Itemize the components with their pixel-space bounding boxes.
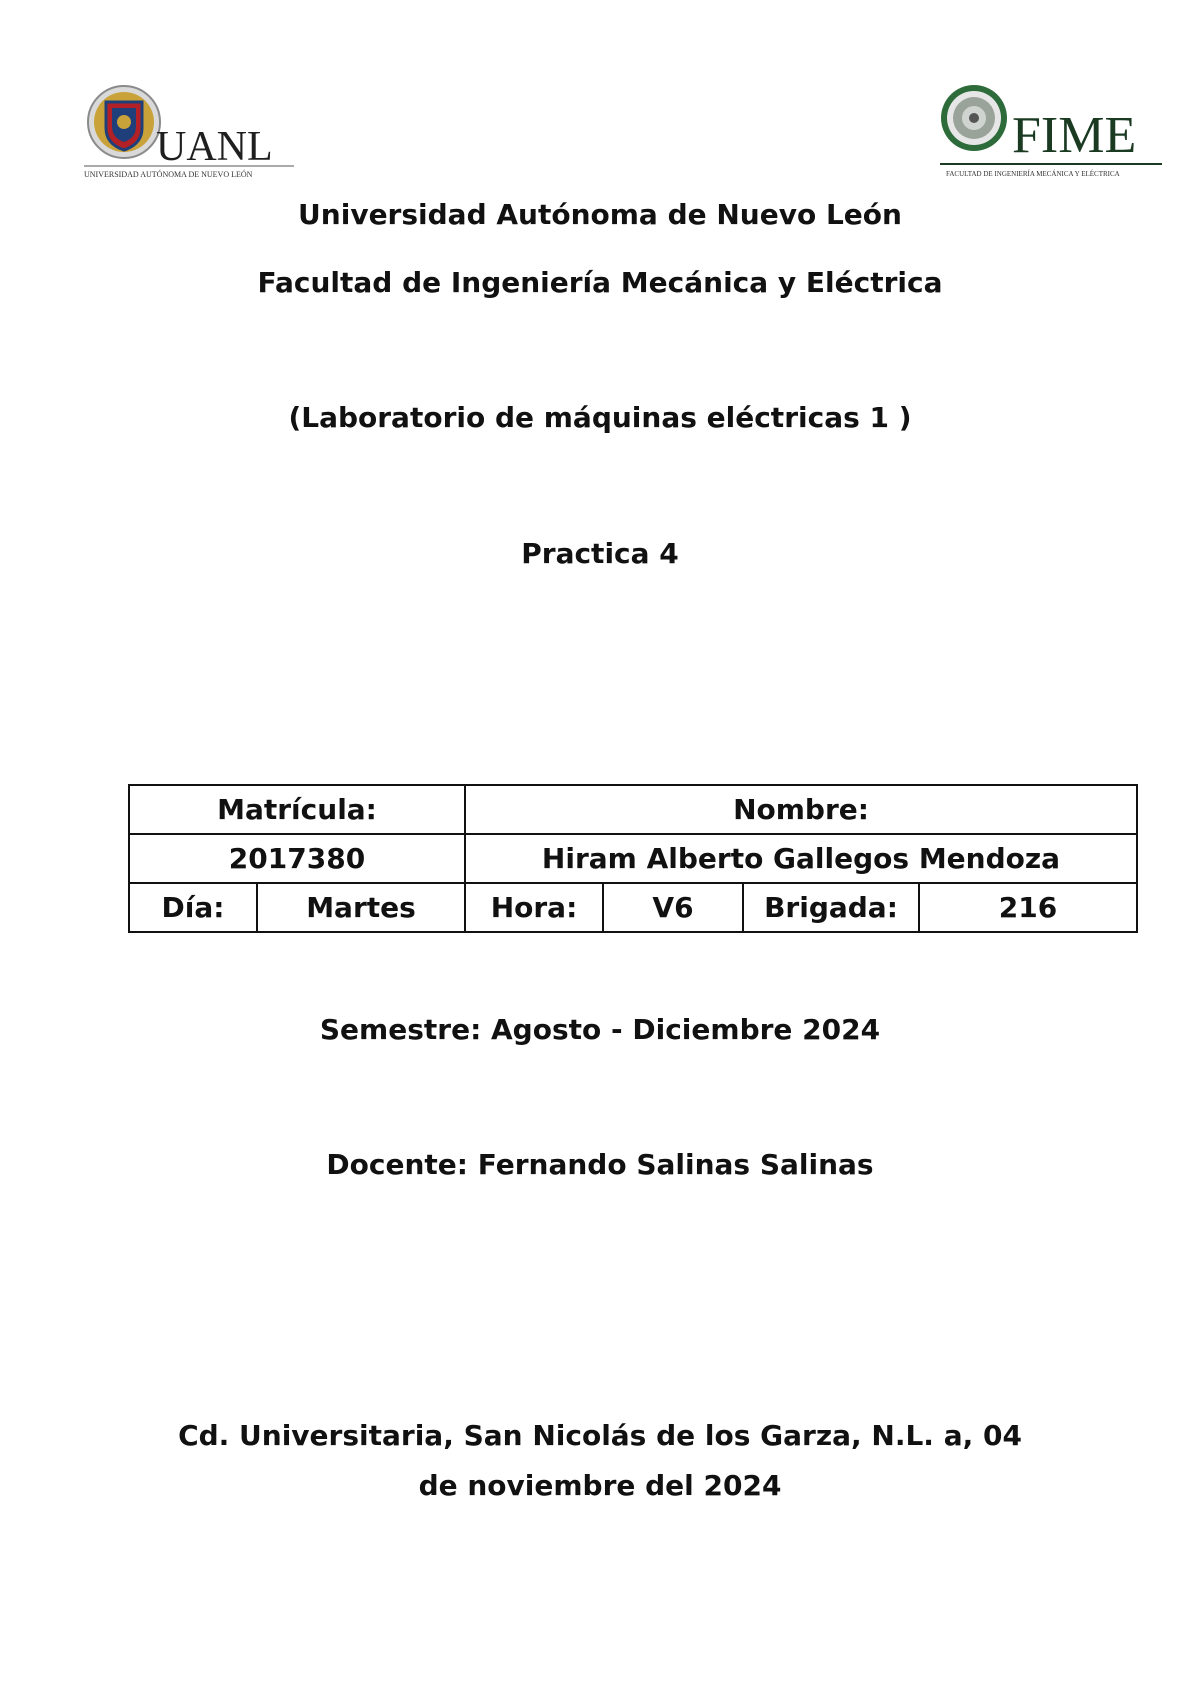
- nombre-value: Hiram Alberto Gallegos Mendoza: [465, 834, 1137, 883]
- brigada-label: Brigada:: [743, 883, 919, 932]
- dia-value: Martes: [257, 883, 465, 932]
- uanl-wordmark: UANL: [156, 124, 273, 170]
- table-row: [129, 785, 1137, 834]
- student-info-table: [128, 784, 1138, 933]
- teacher: Docente: Fernando Salinas Salinas: [326, 1148, 874, 1181]
- semester: Semestre: Agosto - Diciembre 2024: [319, 1013, 881, 1046]
- uanl-tagline: UNIVERSIDAD AUTÓNOMA DE NUEVO LEÓN: [84, 170, 253, 179]
- dia-label: Día:: [129, 883, 257, 932]
- fime-wordmark: FIME: [1012, 107, 1137, 164]
- faculty-name: Facultad de Ingeniería Mecánica y Eléctrica: [257, 266, 943, 299]
- practice-title: Practica 4: [521, 537, 679, 570]
- matricula-value: 2017380: [129, 834, 465, 883]
- nombre-label: Nombre:: [465, 785, 1137, 834]
- fime-tagline: FACULTAD DE INGENIERÍA MECÁNICA Y ELÉCTRICA: [946, 170, 1120, 178]
- university-name: Universidad Autónoma de Nuevo León: [298, 198, 902, 231]
- hora-value: V6: [603, 883, 743, 932]
- course-name: (Laboratorio de máquinas eléctricas 1 ): [288, 401, 912, 434]
- hora-label: Hora:: [465, 883, 603, 932]
- uanl-logo: [84, 84, 294, 180]
- table-row: [129, 883, 1137, 932]
- fime-seal-icon: [941, 85, 1007, 151]
- uanl-shield-icon: [88, 86, 160, 158]
- date-line: de noviembre del 2024: [418, 1469, 782, 1502]
- fime-logo: [940, 72, 1162, 184]
- matricula-label: Matrícula:: [129, 785, 465, 834]
- table-row: [129, 834, 1137, 883]
- brigada-value: 216: [919, 883, 1137, 932]
- place-line: Cd. Universitaria, San Nicolás de los Garza, N.L. a, 04: [178, 1419, 1022, 1452]
